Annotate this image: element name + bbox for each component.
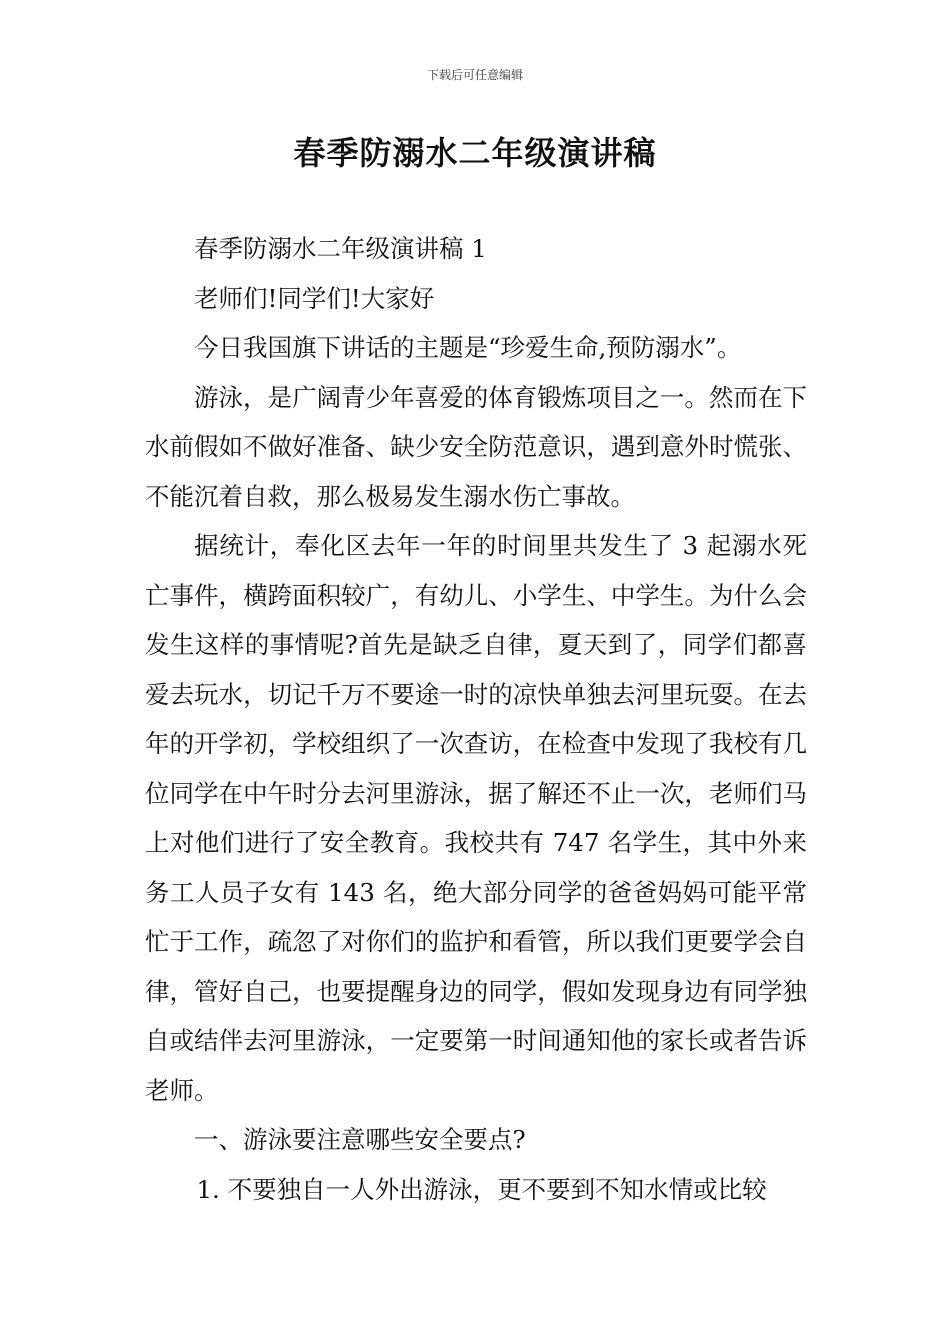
document-body — [145, 224, 807, 1214]
header-note: 下载后可任意编辑 — [426, 68, 523, 82]
body-paragraph: 游泳，是广阔青少年喜爱的体育锻炼项目之一。然而在下水前假如不做好准备、缺少安全防范意识，遇到意外时慌张、不能沉着自救，那么极易发生溺水伤亡事故。 — [145, 382, 807, 511]
topic-paragraph: 今日我国旗下讲话的主题是“珍爱生命,预防溺水”。 — [194, 333, 742, 362]
subtitle-paragraph: 春季防溺水二年级演讲稿 1 — [194, 234, 487, 263]
list-item: 1. 不要独自一人外出游泳，更不要到不知水情或比较 — [196, 1174, 767, 1204]
body-paragraph: 据统计，奉化区去年一年的时间里共发生了 3 起溺水死亡事件，横跨面积较广，有幼儿、小学生、中学生。为什么会发生这样的事情呢?首先是缺乏自律，夏天到了，同学们都喜爱去玩水，切记千万不要途一时的凉快单独去河里玩耍。在去年的开学初，学校组织了一次查访，在检查中发现了我校有几位同学在中午时分去河里游泳，据了解还不止一次，老师们马上对他们进行了安全教育。我校共有 747 名学生，其中外来务工人员子女有 143 名，绝大部分同学的爸爸妈妈可能平常忙于工作，疏忽了对你们的监护和看管，所以我们更要学会自律，管好自己，也要提醒身边的同学，假如发现身边有同学独自或结伴去河里游泳，一定要第一时间通知他的家长或者告诉老师。 — [145, 531, 807, 1105]
section-heading: 一、游泳要注意哪些安全要点? — [194, 1125, 526, 1154]
document-title: 春季防溺水二年级演讲稿 — [293, 134, 657, 172]
greeting-paragraph: 老师们!同学们!大家好 — [194, 283, 435, 313]
